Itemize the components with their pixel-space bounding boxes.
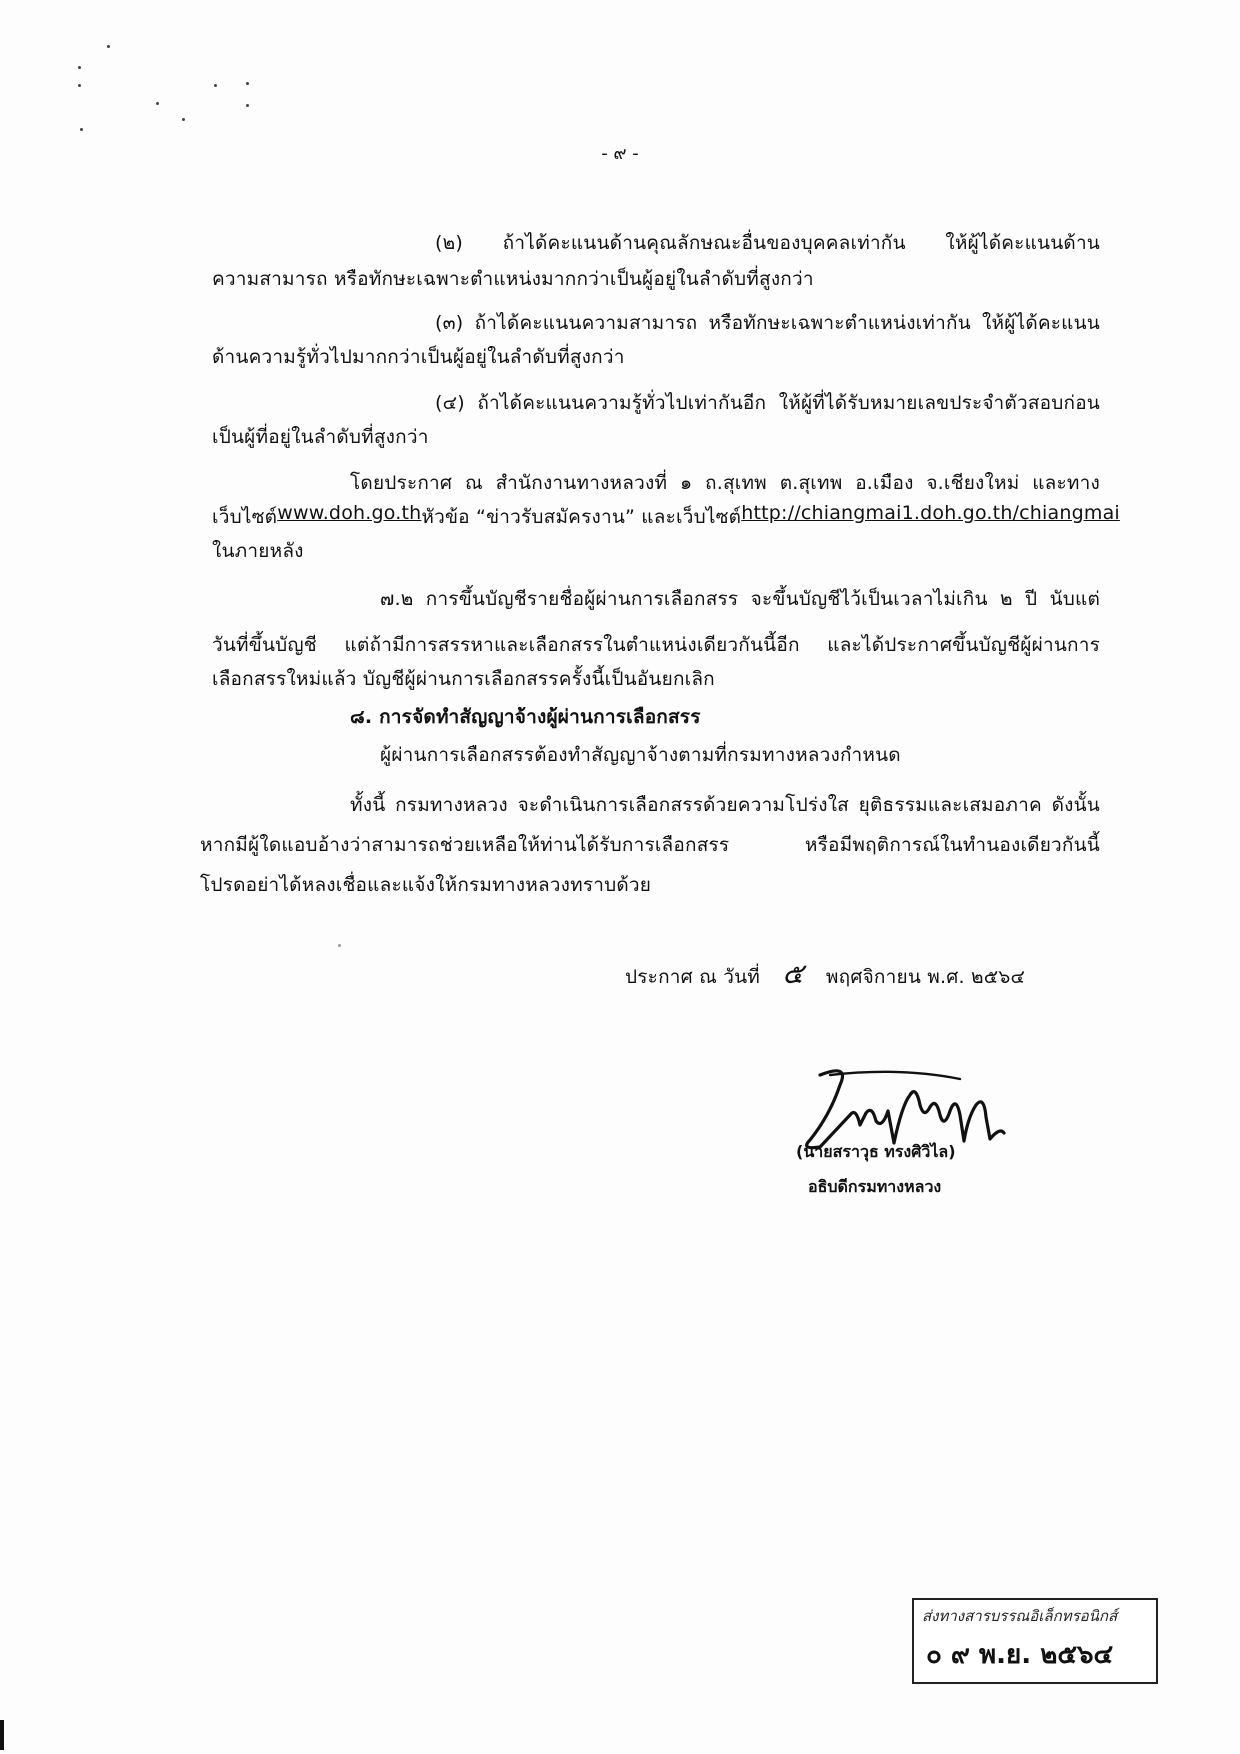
criteria-4-line-1: (๔) ถ้าได้คะแนนความรู้ทั่วไปเท่ากันอีก ให้ผู้ที่ได้รับหมายเลขประจำตัวสอบก่อน: [435, 392, 1100, 414]
e-document-stamp: [912, 1598, 1158, 1684]
closing-line-1: ทั้งนี้ กรมทางหลวง จะดำเนินการเลือกสรรด้วยความโปร่งใส ยุติธรรมและเสมอภาค ดังนั้น: [350, 794, 1100, 816]
scan-speck: [338, 944, 341, 947]
criteria-2-line-1: (๒) ถ้าได้คะแนนด้านคุณลักษณะอื่นของบุคคลเท่ากัน ให้ผู้ได้คะแนนด้าน: [435, 232, 1100, 254]
scan-speck: [107, 45, 110, 48]
announcement-line-3: ในภายหลัง: [212, 540, 304, 562]
section-7-2-line-2: วันที่ขึ้นบัญชี แต่ถ้ามีการสรรหาและเลือกสรรในตำแหน่งเดียวกันนี้อีก และได้ประกาศขึ้นบัญชีผู้ผ่านการ: [212, 634, 1100, 656]
scan-speck: [214, 84, 217, 87]
criteria-3-line-1: (๓) ถ้าได้คะแนนความสามารถ หรือทักษะเฉพาะตำแหน่งเท่ากัน ให้ผู้ได้คะแนน: [435, 312, 1100, 334]
scan-speck: [246, 104, 249, 107]
scan-speck: [78, 66, 81, 69]
section-8-heading: ๘. การจัดทำสัญญาจ้างผู้ผ่านการเลือกสรร: [350, 706, 701, 728]
website-label: เว็บไซต์: [212, 506, 278, 528]
stamp-date: ๐ ๙ พ.ย. ๒๕๖๔: [926, 1640, 1114, 1670]
announcement-line-1: โดยประกาศ ณ สำนักงานทางหลวงที่ ๑ ถ.สุเทพ ต.สุเทพ อ.เมือง จ.เชียงใหม่ และทาง: [350, 472, 1100, 494]
website-link-2[interactable]: http://chiangmai1.doh.go.th/chiangmai: [741, 502, 1120, 524]
criteria-2-line-2: ความสามารถ หรือทักษะเฉพาะตำแหน่งมากกว่าเป็นผู้อยู่ในลำดับที่สูงกว่า: [212, 268, 814, 290]
website-link[interactable]: www.doh.go.th: [277, 502, 422, 524]
scan-speck: [182, 118, 185, 121]
signatory-name: (นายสราวุธ ทรงศิวิไล): [796, 1142, 956, 1161]
signatory-title: อธิบดีกรมทางหลวง: [808, 1177, 942, 1196]
criteria-3-line-2: ด้านความรู้ทั่วไปมากกว่าเป็นผู้อยู่ในลำดับที่สูงกว่า: [212, 346, 625, 368]
scan-speck: [246, 82, 249, 85]
stamp-label: ส่งทางสารบรรณอิเล็กทรอนิกส์: [922, 1607, 1118, 1625]
scan-speck: [80, 128, 83, 131]
criteria-4-line-2: เป็นผู้ที่อยู่ในลำดับที่สูงกว่า: [212, 426, 429, 448]
section-8-body: ผู้ผ่านการเลือกสรรต้องทำสัญญาจ้างตามที่กรมทางหลวงกำหนด: [380, 744, 901, 766]
announcement-line-2: [212, 502, 1120, 532]
section-7-2-line-1: ๗.๒ การขึ้นบัญชีรายชื่อผู้ผ่านการเลือกสรร จะขึ้นบัญชีไว้เป็นเวลาไม่เกิน ๒ ปี นับแต่: [380, 588, 1100, 610]
website-topic: หัวข้อ “ข่าวรับสมัครงาน” และเว็บไซต์: [421, 506, 742, 528]
section-7-2-line-3: เลือกสรรใหม่แล้ว บัญชีผู้ผ่านการเลือกสรรครั้งนี้เป็นอันยกเลิก: [212, 668, 715, 690]
scan-speck: [78, 84, 81, 87]
date-day-handwritten: ๕: [782, 957, 804, 990]
page-number: - ๙ -: [601, 143, 639, 164]
date-month-year: พฤศจิกายน พ.ศ. ๒๕๖๔: [825, 966, 1026, 988]
date-prefix: ประกาศ ณ วันที่: [625, 966, 760, 988]
scan-edge-mark: [0, 1720, 4, 1750]
closing-line-2: หากมีผู้ใดแอบอ้างว่าสามารถช่วยเหลือให้ท่านได้รับการเลือกสรร หรือมีพฤติการณ์ในทำนองเดียวกันนี้: [200, 834, 1100, 856]
scan-speck: [156, 102, 159, 105]
closing-line-3: โปรดอย่าได้หลงเชื่อและแจ้งให้กรมทางหลวงทราบด้วย: [200, 874, 652, 896]
announcement-date: [625, 952, 1025, 996]
